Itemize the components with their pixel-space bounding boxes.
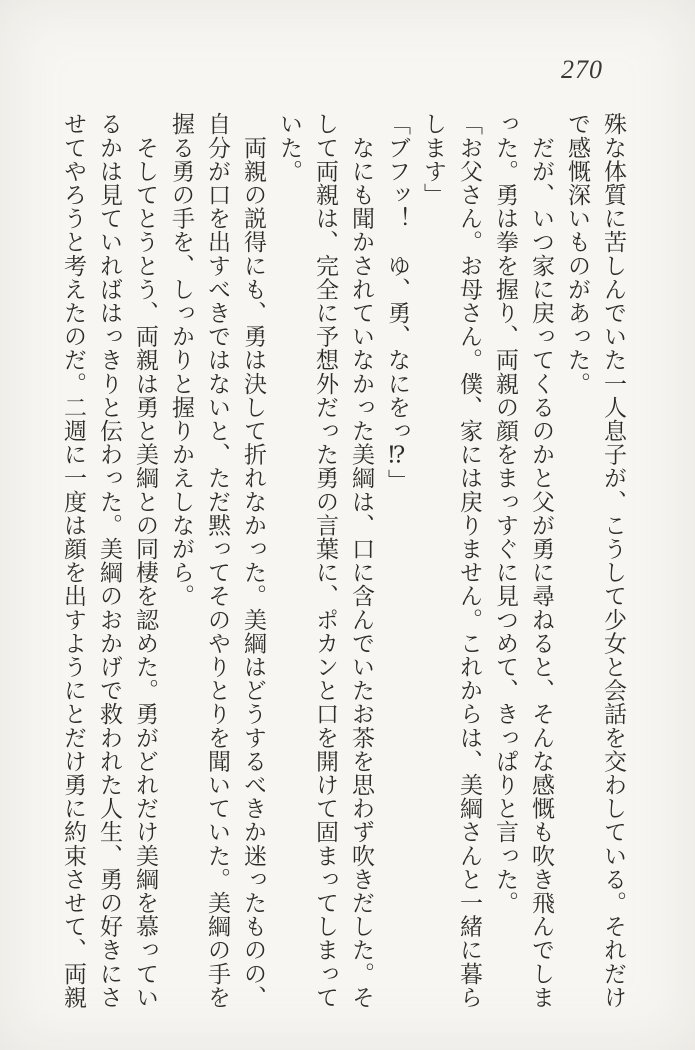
text-line-16: せてやろうと考えたのだ。二週に一度は顔を出すようにとだけ勇に約束させて、両親 [61, 112, 86, 1009]
text-line-8: なにも聞かされていなかった美綱は、口に含んでいたお茶を思わず吹きだした。そ [349, 112, 374, 1009]
text-line-9: して両親は、完全に予想外だった勇の言葉に、ポカンと口を開けて固まってしまって [313, 112, 338, 1009]
text-line-15: るかは見ていればはっきりと伝わった。美綱のおかげで救われた人生、勇の好きにさ [97, 112, 122, 1009]
text-line-3: だが、いつ家に戻ってくるのかと父が勇に尋ねると、そんな感慨も吹き飛んでしま [529, 112, 554, 1009]
text-line-4: った。勇は拳を握り、両親の顔をまっすぐに見つめて、きっぱりと言った。 [493, 112, 518, 915]
text-line-14: そしてとうとう、両親は勇と美綱との同棲を認めた。勇がどれだけ美綱を慕ってい [133, 112, 158, 1009]
vertical-text-block [55, 112, 631, 1022]
text-line-6: します」 [421, 112, 446, 207]
text-line-13: 握る勇の手を、しっかりと握りかえしながら。 [169, 112, 194, 608]
text-line-1: 殊な体質に苦しんでいた一人息子が、こうして少女と会話を交わしている。それだけ [601, 112, 626, 1009]
text-line-11: 両親の説得にも、勇は決して折れなかった。美綱はどうするべきか迷ったものの、 [241, 112, 266, 1009]
text-line-12: 自分が口を出すべきではないと、ただ黙ってそのやりとりを聞いていた。美綱の手を [205, 112, 230, 1009]
text-line-10: いた。 [277, 112, 302, 183]
text-line-7: 「ブフッ！ ゆ、勇、なにをっ⁉」 [385, 112, 410, 493]
page-number: 270 [561, 55, 603, 84]
text-line-5: 「お父さん。お母さん。僕、家には戻りません。これからは、美綱さんと一緒に暮ら [457, 112, 482, 1009]
text-line-2: で感慨深いものがあった。 [565, 112, 590, 396]
